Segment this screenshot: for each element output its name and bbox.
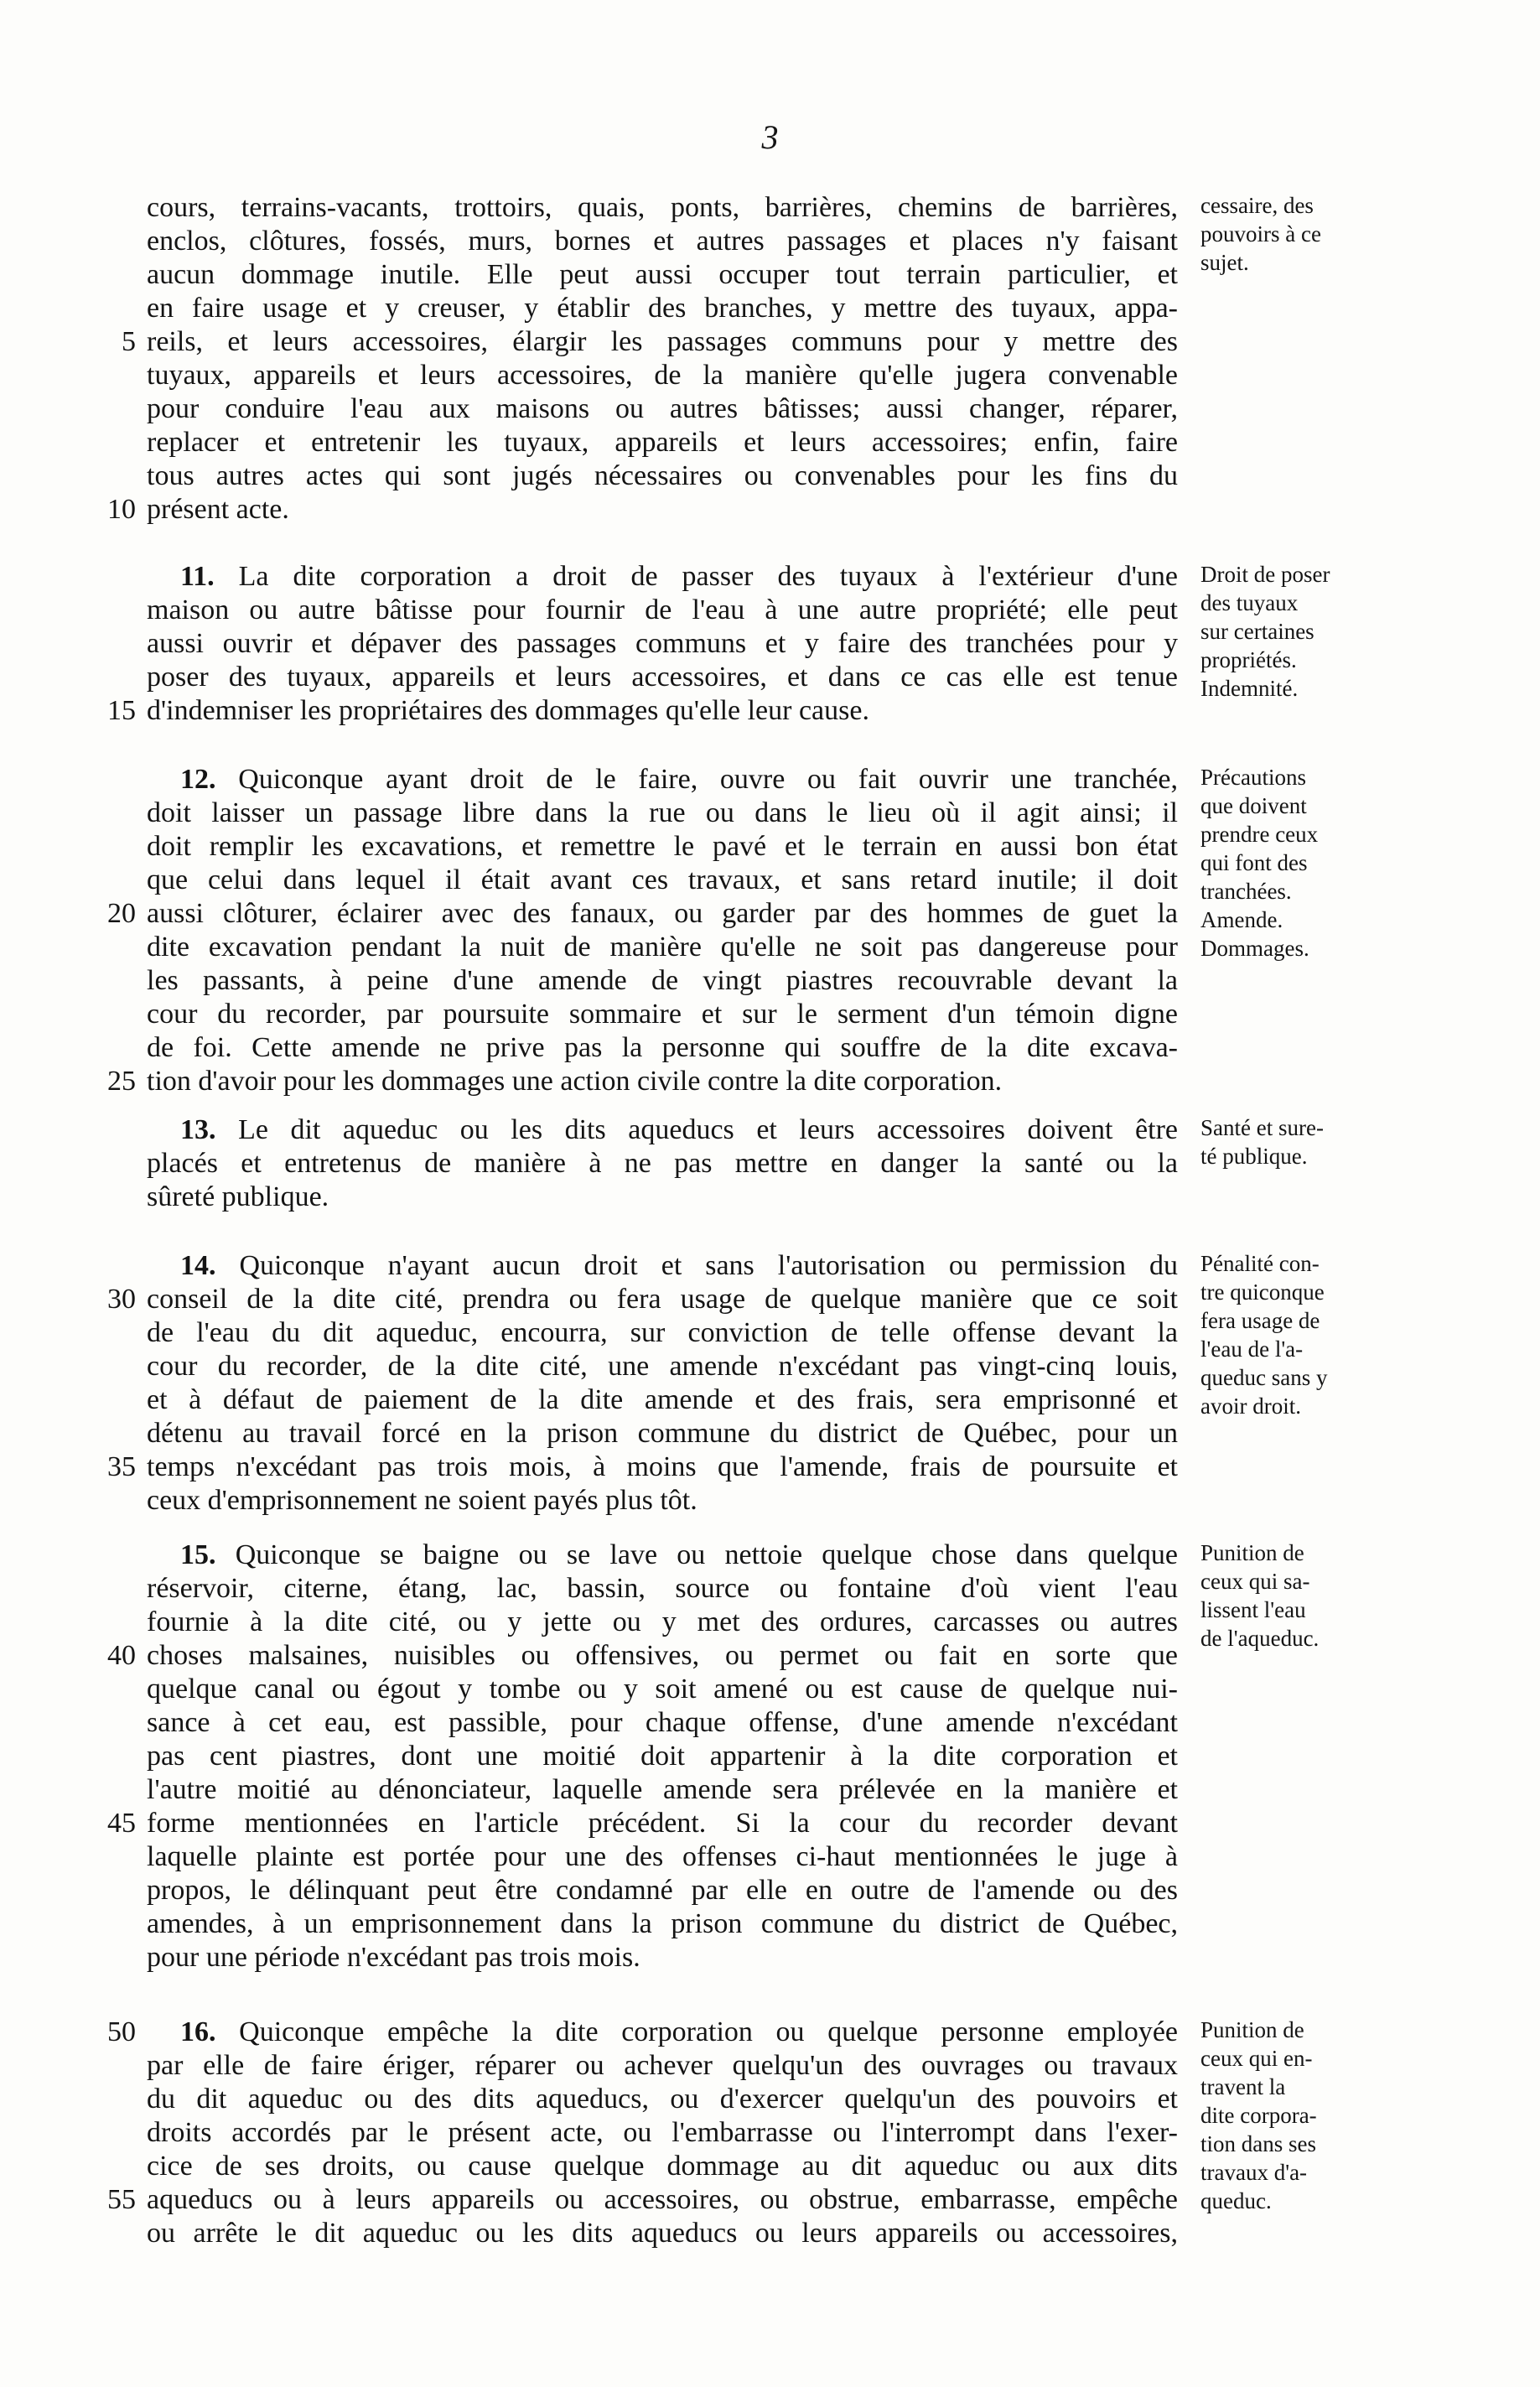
line-number: 30 bbox=[107, 1284, 136, 1315]
margin-note bbox=[1200, 1539, 1502, 1653]
line-text: 14. Quiconque n'ayant aucun droit et sans l'autorisation ou permission du bbox=[180, 1250, 1178, 1281]
text-line bbox=[0, 1031, 1540, 1065]
line-text: droits accordés par le présent acte, ou l'embarrasse ou l'interrompt dans l'exer- bbox=[147, 2117, 1178, 2148]
line-text: cour du recorder, par poursuite sommaire et sur le serment d'un témoin digne bbox=[147, 999, 1178, 1030]
text-line bbox=[0, 1484, 1540, 1518]
margin-note-line: pouvoirs à ce bbox=[1200, 221, 1321, 246]
line-text: 11. La dite corporation a droit de passer des tuyaux à l'extérieur d'une bbox=[180, 561, 1178, 592]
margin-note bbox=[1200, 560, 1502, 703]
margin-note-line: Pénalité con- bbox=[1200, 1251, 1320, 1276]
margin-note-line: tre quiconque bbox=[1200, 1279, 1325, 1305]
line-text: aucun dommage inutile. Elle peut aussi occuper tout terrain particulier, et bbox=[147, 259, 1178, 290]
text-line bbox=[0, 1874, 1540, 1907]
text-line bbox=[0, 1065, 1540, 1098]
text-line bbox=[0, 325, 1540, 359]
page-number: 3 bbox=[761, 118, 779, 156]
text-line bbox=[0, 1840, 1540, 1874]
margin-note-line: travaux d'a- bbox=[1200, 2160, 1308, 2185]
text-line bbox=[0, 1673, 1540, 1706]
margin-note bbox=[1200, 2016, 1502, 2215]
text-line bbox=[0, 392, 1540, 426]
text-line bbox=[0, 359, 1540, 392]
line-text: doit laisser un passage libre dans la rue ou dans le lieu où il agit ainsi; il bbox=[147, 797, 1178, 828]
line-text: forme mentionnées en l'article précédent. Si la cour du recorder devant bbox=[147, 1808, 1178, 1839]
section-number: 12. bbox=[180, 764, 239, 795]
margin-note-line: Santé et sure- bbox=[1200, 1115, 1324, 1140]
line-number: 35 bbox=[107, 1451, 136, 1482]
text-line bbox=[0, 292, 1540, 325]
line-text: fournie à la dite cité, ou y jette ou y met des ordures, carcasses ou autres bbox=[147, 1606, 1178, 1637]
line-number: 15 bbox=[107, 695, 136, 726]
margin-note-line: Dommages. bbox=[1200, 936, 1309, 961]
margin-note-line: de l'aqueduc. bbox=[1200, 1626, 1320, 1651]
margin-note-line: tion dans ses bbox=[1200, 2131, 1316, 2156]
line-text: d'indemniser les propriétaires des dommages qu'elle leur cause. bbox=[147, 695, 869, 726]
line-text: tion d'avoir pour les dommages une action civile contre la dite corporation. bbox=[147, 1066, 1003, 1097]
line-text: choses malsaines, nuisibles ou offensives, ou permet ou fait en sorte que bbox=[147, 1640, 1178, 1671]
line-text: replacer et entretenir les tuyaux, appareils et leurs accessoires; enfin, faire bbox=[147, 427, 1178, 458]
margin-note-line: des tuyaux bbox=[1200, 590, 1299, 615]
line-text: temps n'excédant pas trois mois, à moins que l'amende, frais de poursuite et bbox=[147, 1451, 1178, 1482]
section-number: 15. bbox=[180, 1539, 236, 1570]
margin-note-line: Punition de bbox=[1200, 2017, 1304, 2042]
section-number: 16. bbox=[180, 2016, 240, 2047]
text-line bbox=[0, 1706, 1540, 1740]
line-text: ceux d'emprisonnement ne soient payés plus tôt. bbox=[147, 1485, 697, 1516]
line-text: enclos, clôtures, fossés, murs, bornes et autres passages et places n'y faisant bbox=[147, 226, 1178, 257]
line-text: reils, et leurs accessoires, élargir les passages communs pour y mettre des bbox=[147, 326, 1178, 357]
line-text: laquelle plainte est portée pour une des offenses ci-haut mentionnées le juge à bbox=[147, 1841, 1178, 1872]
line-text: de l'eau du dit aqueduc, encourra, sur conviction de telle offense devant la bbox=[147, 1317, 1178, 1348]
section-number: 13. bbox=[180, 1114, 239, 1145]
margin-note-line: Amende. bbox=[1200, 907, 1283, 932]
line-number: 5 bbox=[122, 326, 136, 357]
text-line bbox=[0, 1941, 1540, 1974]
line-text: 13. Le dit aqueduc ou les dits aqueducs et leurs accessoires doivent être bbox=[180, 1114, 1178, 1145]
margin-note-line: ceux qui sa- bbox=[1200, 1569, 1310, 1594]
line-number: 10 bbox=[107, 494, 136, 525]
margin-note-line: tranchées. bbox=[1200, 879, 1292, 904]
margin-note-line: sujet. bbox=[1200, 250, 1249, 275]
line-text: les passants, à peine d'une amende de vingt piastres recouvrable devant la bbox=[147, 965, 1178, 996]
section-number: 11. bbox=[180, 561, 239, 592]
margin-note-line: que doivent bbox=[1200, 793, 1307, 818]
line-number: 55 bbox=[107, 2184, 136, 2215]
margin-note-line: Punition de bbox=[1200, 1540, 1304, 1565]
margin-note-line: propriétés. bbox=[1200, 647, 1297, 672]
line-text: par elle de faire ériger, réparer ou achever quelqu'un des ouvrages ou travaux bbox=[147, 2050, 1178, 2081]
margin-note-line: Droit de poser bbox=[1200, 562, 1330, 587]
section-number: 14. bbox=[180, 1250, 240, 1281]
text-line bbox=[0, 2217, 1540, 2250]
margin-note-line: lissent l'eau bbox=[1200, 1597, 1306, 1622]
text-line bbox=[0, 1773, 1540, 1807]
line-text: que celui dans lequel il était avant ces travaux, et sans retard inutile; il doit bbox=[147, 864, 1178, 895]
line-text: aussi clôturer, éclairer avec des fanaux, ou garder par des hommes de guet la bbox=[147, 898, 1178, 929]
text-line bbox=[0, 1181, 1540, 1214]
line-text: du dit aqueduc ou des dits aqueducs, ou d'exercer quelqu'un des pouvoirs et bbox=[147, 2083, 1178, 2115]
line-text: quelque canal ou égout y tombe ou y soit amené ou est cause de quelque nui- bbox=[147, 1673, 1178, 1705]
line-text: propos, le délinquant peut être condamné par elle en outre de l'amende ou des bbox=[147, 1875, 1178, 1906]
line-text: dite excavation pendant la nuit de manière qu'elle ne soit pas dangereuse pour bbox=[147, 931, 1178, 963]
margin-note-line: queduc. bbox=[1200, 2188, 1272, 2213]
line-text: poser des tuyaux, appareils et leurs accessoires, et dans ce cas elle est tenue bbox=[147, 662, 1178, 693]
margin-note bbox=[1200, 1113, 1502, 1170]
margin-note-line: sur certaines bbox=[1200, 619, 1314, 644]
text-line bbox=[0, 459, 1540, 493]
line-text: réservoir, citerne, étang, lac, bassin, source ou fontaine d'où vient l'eau bbox=[147, 1573, 1178, 1604]
line-text: sûreté publique. bbox=[147, 1181, 329, 1212]
text-line bbox=[0, 1907, 1540, 1941]
line-text: cour du recorder, de la dite cité, une amende n'excédant pas vingt-cinq louis, bbox=[147, 1351, 1178, 1382]
margin-note bbox=[1200, 763, 1502, 963]
margin-note-line: travent la bbox=[1200, 2074, 1286, 2099]
line-text: cours, terrains-vacants, trottoirs, quais, ponts, barrières, chemins de barrières, bbox=[147, 192, 1178, 223]
text-line bbox=[0, 1417, 1540, 1450]
line-text: pour conduire l'eau aux maisons ou autres bâtisses; aussi changer, réparer, bbox=[147, 393, 1178, 424]
line-text: amendes, à un emprisonnement dans la prison commune du district de Québec, bbox=[147, 1908, 1178, 1939]
text-line bbox=[0, 1807, 1540, 1840]
margin-note-line: dite corpora- bbox=[1200, 2103, 1317, 2128]
line-text: 12. Quiconque ayant droit de le faire, ouvre ou fait ouvrir une tranchée, bbox=[180, 764, 1178, 795]
line-text: tous autres actes qui sont jugés nécessaires ou convenables pour les fins du bbox=[147, 460, 1178, 491]
line-number: 25 bbox=[107, 1066, 136, 1097]
line-text: l'autre moitié au dénonciateur, laquelle amende sera prélevée en la manière et bbox=[147, 1774, 1178, 1805]
line-number: 40 bbox=[107, 1640, 136, 1671]
margin-note-line: queduc sans y bbox=[1200, 1365, 1328, 1390]
line-text: pour une période n'excédant pas trois mois. bbox=[147, 1942, 640, 1973]
margin-note-line: té publique. bbox=[1200, 1144, 1308, 1169]
margin-note-line: prendre ceux bbox=[1200, 822, 1319, 847]
line-text: ou arrête le dit aqueduc ou les dits aqueducs ou leurs appareils ou accessoires, bbox=[147, 2218, 1178, 2249]
line-text: détenu au travail forcé en la prison commune du district de Québec, pour un bbox=[147, 1418, 1178, 1449]
margin-note-line: Indemnité. bbox=[1200, 676, 1299, 701]
line-text: présent acte. bbox=[147, 494, 289, 525]
line-number: 20 bbox=[107, 898, 136, 929]
line-text: de foi. Cette amende ne prive pas la personne qui souffre de la dite excava- bbox=[147, 1032, 1178, 1063]
margin-note-line: cessaire, des bbox=[1200, 193, 1314, 218]
margin-note-line: ceux qui en- bbox=[1200, 2046, 1313, 2071]
line-text: cice de ses droits, ou cause quelque dommage au dit aqueduc ou aux dits bbox=[147, 2151, 1178, 2182]
text-line bbox=[0, 493, 1540, 527]
text-line bbox=[0, 998, 1540, 1031]
line-text: aqueducs ou à leurs appareils ou accessoires, ou obstrue, embarrasse, empêche bbox=[147, 2184, 1178, 2215]
line-text: et à défaut de paiement de la dite amende et des frais, sera emprisonné et bbox=[147, 1384, 1178, 1415]
margin-note-line: l'eau de l'a- bbox=[1200, 1336, 1304, 1362]
line-text: maison ou autre bâtisse pour fournir de l'eau à une autre propriété; elle peut bbox=[147, 594, 1178, 625]
line-number: 50 bbox=[107, 2016, 136, 2047]
line-text: sance à cet eau, est passible, pour chaque offense, d'une amende n'excédant bbox=[147, 1707, 1178, 1738]
text-line bbox=[0, 426, 1540, 459]
line-text: aussi ouvrir et dépaver des passages communs et y faire des tranchées pour y bbox=[147, 628, 1178, 659]
line-text: doit remplir les excavations, et remettre le pavé et le terrain en aussi bon état bbox=[147, 831, 1178, 862]
text-line bbox=[0, 964, 1540, 998]
line-text: pas cent piastres, dont une moitié doit appartenir à la dite corporation et bbox=[147, 1741, 1178, 1772]
line-number: 45 bbox=[107, 1808, 136, 1839]
text-line bbox=[0, 1450, 1540, 1484]
margin-note-line: avoir droit. bbox=[1200, 1393, 1301, 1419]
line-text: placés et entretenus de manière à ne pas mettre en danger la santé ou la bbox=[147, 1148, 1178, 1179]
margin-note bbox=[1200, 191, 1502, 277]
margin-note-line: fera usage de bbox=[1200, 1308, 1320, 1333]
margin-note-line: qui font des bbox=[1200, 850, 1308, 875]
margin-note bbox=[1200, 1249, 1502, 1420]
line-text: 16. Quiconque empêche la dite corporation ou quelque personne employée bbox=[180, 2016, 1178, 2047]
line-text: en faire usage et y creuser, y établir des branches, y mettre des tuyaux, appa- bbox=[147, 293, 1178, 324]
text-line bbox=[0, 1740, 1540, 1773]
line-text: conseil de la dite cité, prendra ou fera usage de quelque manière que ce soit bbox=[147, 1284, 1178, 1315]
line-text: 15. Quiconque se baigne ou se lave ou nettoie quelque chose dans quelque bbox=[180, 1539, 1178, 1570]
margin-note-line: Précautions bbox=[1200, 765, 1306, 790]
line-text: tuyaux, appareils et leurs accessoires, de la manière qu'elle jugera convenable bbox=[147, 360, 1178, 391]
